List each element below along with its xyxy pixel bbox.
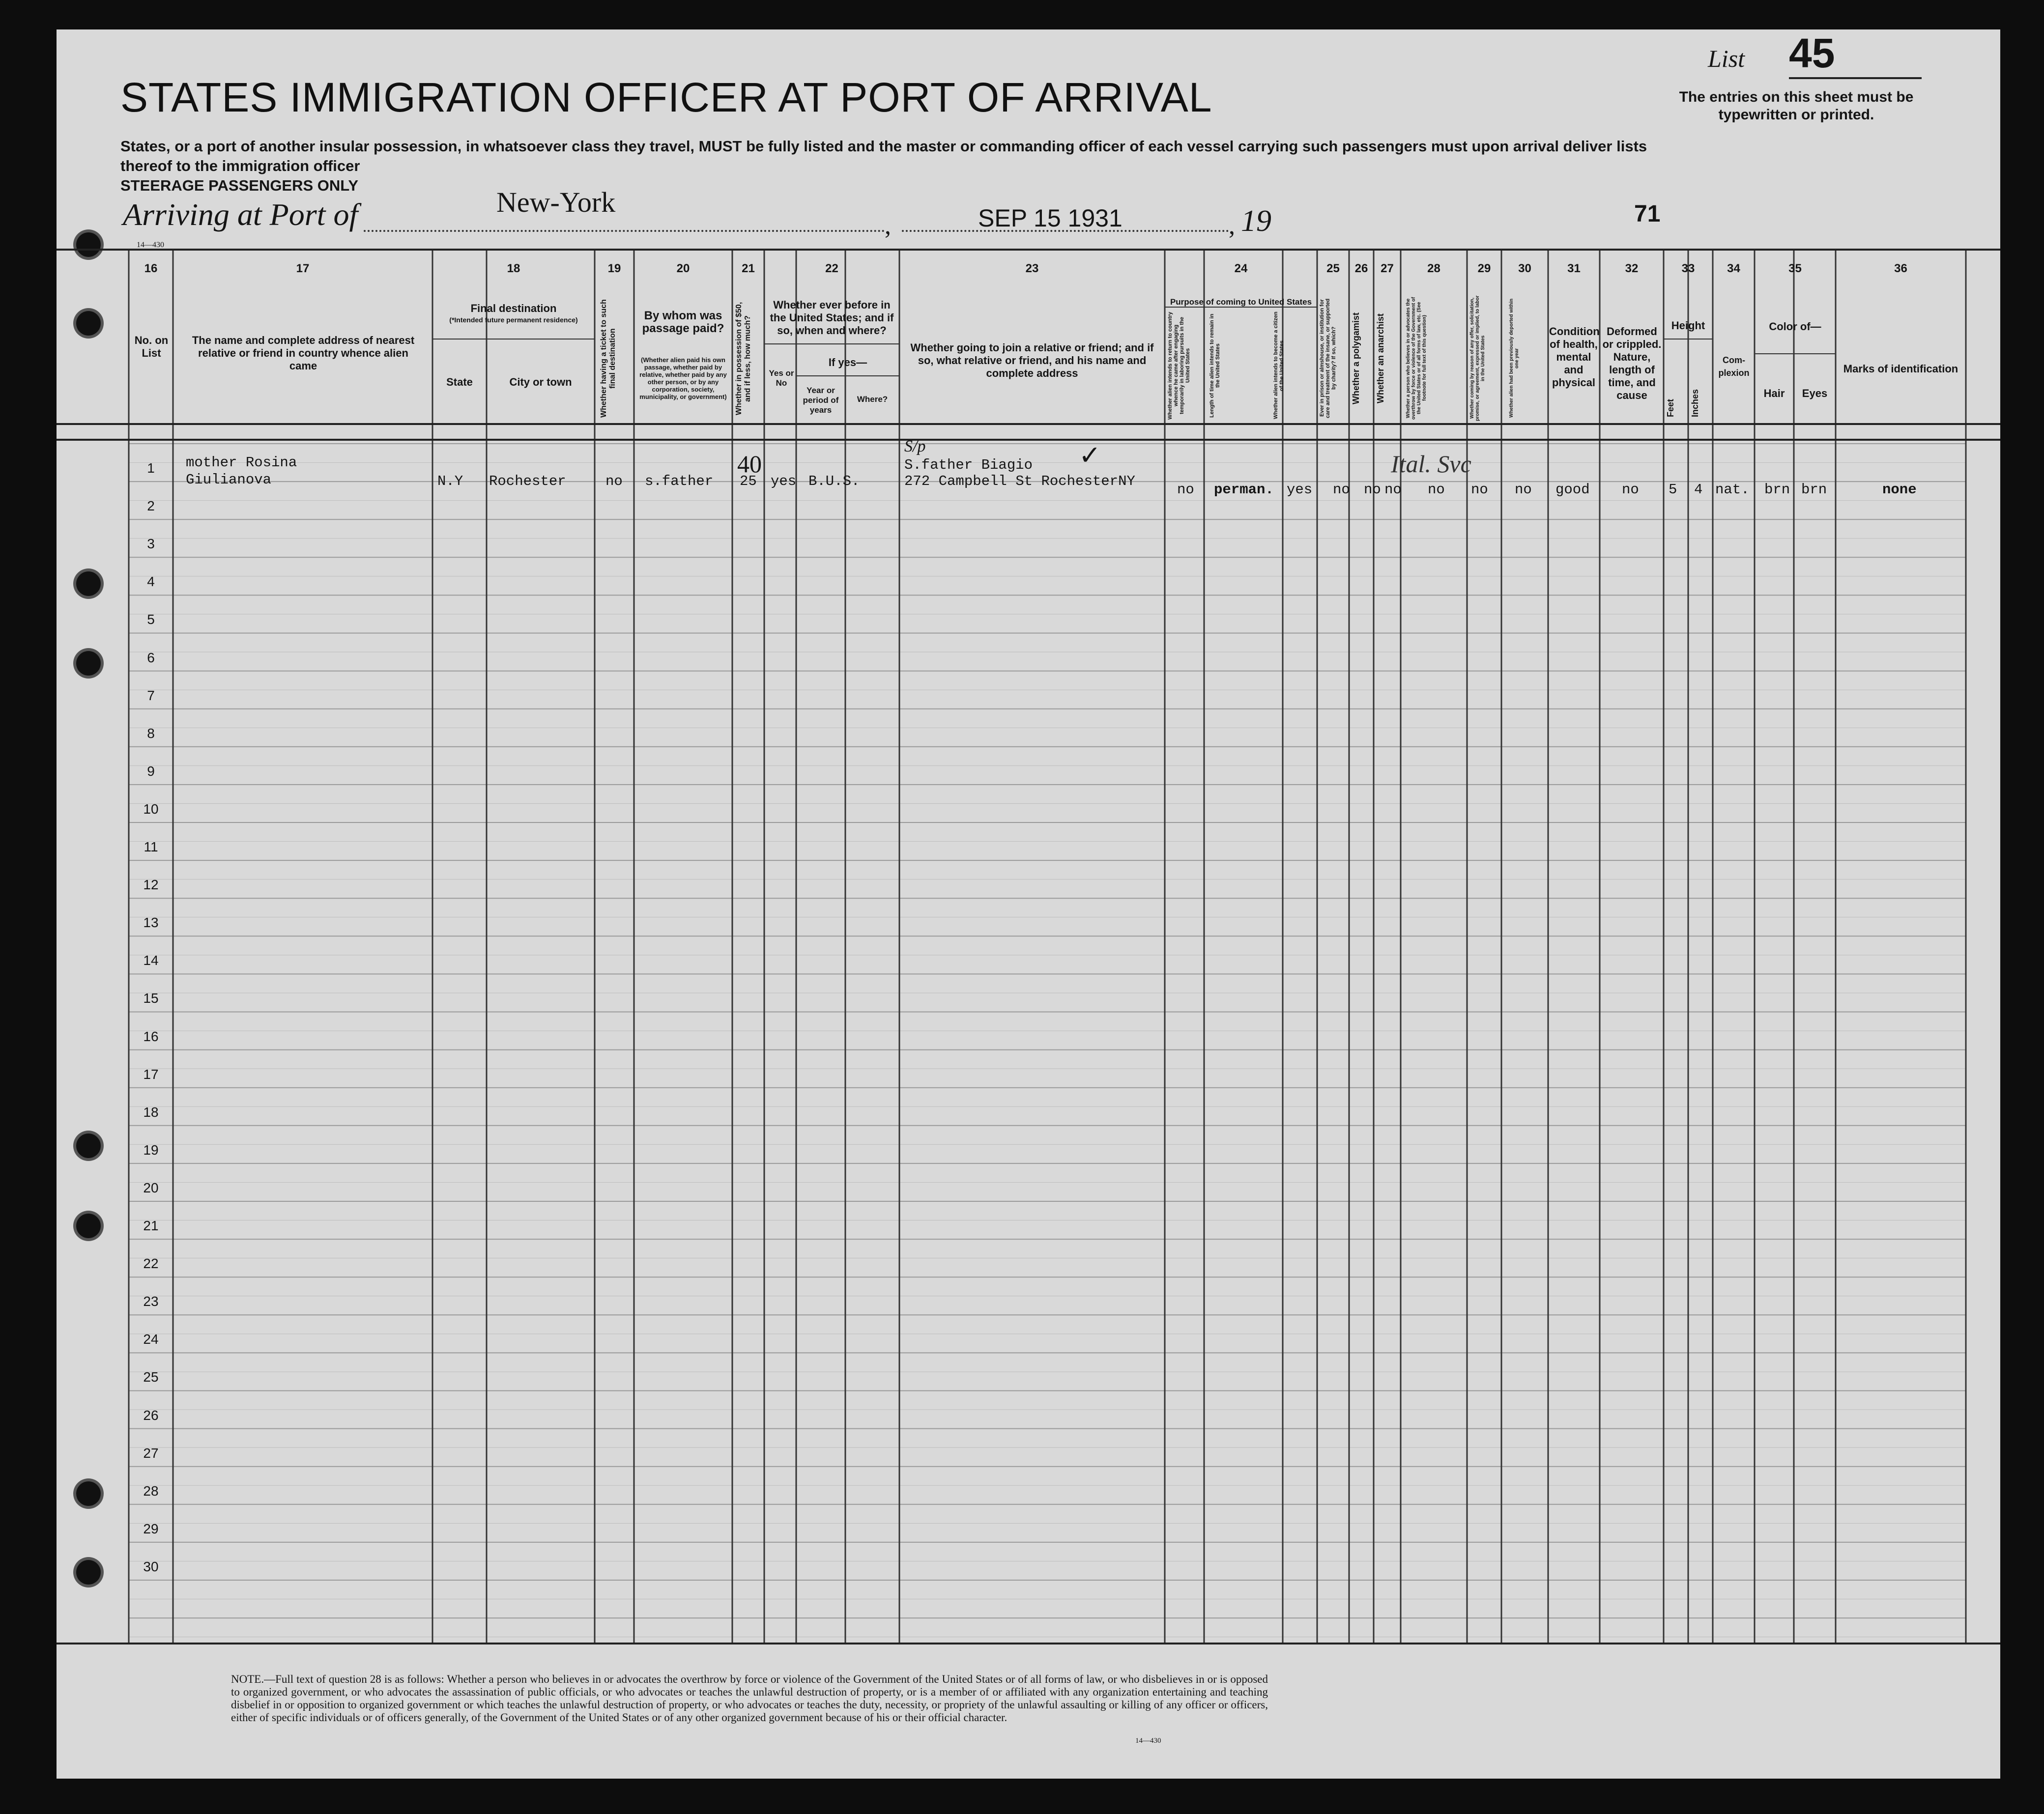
- header-state: State: [446, 376, 473, 388]
- row-number: 1: [147, 460, 155, 476]
- col-number: 35: [1788, 262, 1802, 275]
- list-number: 45: [1789, 29, 1922, 79]
- header-col29: Whether coming by reason of any offer, solicitation, promise, or agreement, expressed or implied, to labor in the United States: [1469, 295, 1486, 421]
- entry-purpose-return: no: [1177, 482, 1194, 498]
- row-number: 20: [143, 1180, 159, 1195]
- page-title: STATES IMMIGRATION OFFICER AT PORT OF ARRIVAL: [120, 74, 1212, 120]
- header-eyes: Eyes: [1802, 387, 1828, 399]
- col-number: 20: [676, 262, 690, 275]
- entry-prison: no: [1333, 482, 1350, 498]
- form-code: 14—430: [137, 241, 164, 249]
- row-number: 23: [143, 1294, 159, 1309]
- entry-city: Rochester: [489, 473, 566, 489]
- entry-before-in-us: yes: [771, 473, 797, 489]
- header-passage-paid: By whom was passage paid?: [642, 309, 724, 335]
- header-hair: Hair: [1763, 387, 1785, 399]
- col-number: 23: [1025, 262, 1039, 275]
- handwritten-note: Ital. Svc: [1391, 450, 1471, 478]
- row-number: 16: [143, 1028, 159, 1044]
- footnote: NOTE.—Full text of question 28 is as follows: Whether a person who believes in or advocates the overthrow by force or violence of the Government of the United States or of all forms of law, or who disbelieves in or is opposed to organized government, or who advocates the assassination of public officials, or who advocates or teaches the unlawful destruction of property, or is a member of or affiliated with any organization entertaining and teaching disbelief in or opposition to organized government or which teaches the unlawful destruction of property, or who advocates or teaches the duty, necessity, or propriety of the unlawful assaulting or killing of any officer or officers, either of specific individuals or of officers generally, of the Government of the United States or of any other organized government because of his or their official character.: [231, 1673, 1268, 1724]
- header-purpose-return: Whether alien intends to return to country whence he came after engaging temporarily in laboring pursuits in the United States: [1167, 312, 1191, 420]
- footnote-code: 14—430: [1135, 1737, 1161, 1745]
- entry-state: N.Y: [437, 473, 463, 489]
- entry-col28: no: [1428, 482, 1445, 498]
- entry-eyes: brn: [1801, 482, 1827, 498]
- entry-col29: no: [1471, 482, 1488, 498]
- header-final-destination: Final destination: [470, 302, 557, 314]
- entry-hair: brn: [1764, 482, 1790, 498]
- row-number: 25: [143, 1369, 159, 1385]
- row-number: 5: [147, 612, 155, 627]
- col-number: 22: [825, 262, 838, 275]
- header-no-on-list: No. on List: [134, 334, 169, 359]
- header-purpose: Purpose of coming to United States: [1170, 297, 1312, 307]
- col-number: 18: [507, 262, 520, 275]
- col-number: 29: [1477, 262, 1491, 275]
- entry-polygamist: no: [1364, 482, 1381, 498]
- row-number: 13: [143, 915, 159, 931]
- row-number: 17: [143, 1066, 159, 1082]
- row-number: 9: [147, 763, 155, 779]
- header-city: City or town: [509, 376, 572, 388]
- instructions-line: States, or a port of another insular possession, in whatsoever class they travel, MUST be fully listed and the master or commanding officer of each vessel carrying such passengers must upon arrival deliver lists thereof to the immigration officer: [120, 138, 1647, 174]
- header-ticket: Whether having a ticket to such final destination: [600, 299, 617, 418]
- entry-complexion: nat.: [1715, 482, 1750, 498]
- header-year-period: Year or period of years: [803, 386, 839, 415]
- entry-where: B.U.S.: [808, 473, 860, 489]
- entry-deformed: no: [1622, 482, 1639, 498]
- header-yes-no: Yes or No: [769, 368, 794, 388]
- entry-purpose-citizen: yes: [1287, 482, 1313, 498]
- header-money: Whether in possession of $50, and if less, how much?: [735, 302, 752, 416]
- row-number: 19: [143, 1142, 159, 1158]
- header-col28: Whether a person who believes in or advocates the overthrow by force or violence of the Government of the United States or of all forms of law, etc. (See footnote for full text of this question): [1406, 297, 1427, 420]
- row-number: 24: [143, 1332, 159, 1347]
- header-purpose-citizen: Whether alien intends to become a citizen of the United States: [1273, 312, 1285, 420]
- row-number: 22: [143, 1256, 159, 1272]
- header-feet: Feet: [1666, 398, 1675, 417]
- header-color-of: Color of—: [1769, 320, 1821, 333]
- join-line2: 272 Campbell St RochesterNY: [904, 473, 1135, 489]
- header-before-in-us: Whether ever before in the United States; and if so, when and where?: [770, 299, 894, 337]
- col-number: 17: [296, 262, 310, 275]
- col-number: 31: [1567, 262, 1581, 275]
- header-where: Where?: [857, 395, 888, 404]
- header-prison: Ever in prison or almshouse, or institution for care and treatment of the insane, or supported by charity? If so, which?: [1319, 298, 1337, 418]
- header-anarchist: Whether an anarchist: [1376, 313, 1385, 403]
- arriving-label: Arriving at Port of: [123, 197, 358, 232]
- row-number: 4: [147, 574, 155, 590]
- row-number: 26: [143, 1407, 159, 1423]
- entry-marks: none: [1882, 482, 1917, 498]
- col-number: 27: [1381, 262, 1394, 275]
- entry-feet: 5: [1669, 482, 1677, 498]
- row-number: 12: [143, 877, 159, 893]
- header-passage-paid-note: (Whether alien paid his own passage, whether paid by relative, whether paid by any other person, or by any corporation, society, municipality, or government): [639, 356, 727, 400]
- join-annotation: S/p: [904, 437, 926, 455]
- check-mark-icon: ✓: [1079, 441, 1101, 470]
- entry-purpose-length: perman.: [1214, 482, 1274, 498]
- row-number: 11: [144, 839, 158, 854]
- entry-passage-paid: s.father: [645, 473, 714, 489]
- relative-line2: Giulianova: [186, 472, 272, 488]
- entry-money: 25: [740, 473, 757, 489]
- port-value: New-York: [496, 186, 616, 218]
- entry-health: good: [1555, 482, 1590, 498]
- list-label: List: [1708, 45, 1745, 72]
- comma: ,: [885, 212, 891, 240]
- col-number: 33: [1681, 262, 1695, 275]
- row-number: 3: [147, 536, 155, 552]
- steerage-line: STEERAGE PASSENGERS ONLY: [120, 177, 359, 194]
- row-number: 8: [147, 725, 155, 741]
- col-number: 30: [1518, 262, 1531, 275]
- col-number: 21: [742, 262, 755, 275]
- comma: ,: [1229, 212, 1235, 240]
- header-col30: Whether alien had been previously deported within one year: [1509, 298, 1520, 418]
- entry-anarchist: no: [1384, 482, 1402, 498]
- relative-line1: mother Rosina: [186, 454, 297, 471]
- row-number: 15: [143, 991, 159, 1006]
- header-deformed: Deformed or crippled. Nature, length of time, and cause: [1602, 325, 1662, 401]
- header-final-destination-note: (*Intended future permanent residence): [449, 316, 578, 324]
- col-number: 34: [1727, 262, 1740, 275]
- entries-note: The entries on this sheet must be typewritten or printed.: [1679, 89, 1914, 123]
- col-number: 16: [144, 262, 158, 275]
- row-number: 14: [143, 953, 159, 968]
- row-number: 7: [147, 687, 155, 703]
- col-number: 19: [607, 262, 621, 275]
- header-inches: Inches: [1690, 389, 1700, 417]
- row-number: 27: [143, 1445, 159, 1461]
- col-number: 28: [1427, 262, 1440, 275]
- entry-ticket: no: [605, 473, 623, 489]
- header-height: Height: [1671, 319, 1705, 332]
- row-number: 18: [143, 1104, 159, 1120]
- header-purpose-length: Length of time alien intends to remain in the United States: [1209, 313, 1221, 418]
- col-number: 24: [1234, 262, 1248, 275]
- header-if-yes: If yes—: [828, 356, 867, 368]
- row-number: 21: [143, 1218, 159, 1233]
- money-annotation: 40: [737, 450, 762, 478]
- date-stamp: SEP 15 1931: [978, 204, 1123, 232]
- header-relative-address: The name and complete address of nearest relative or friend in country whence alien came: [192, 334, 415, 372]
- col-number: 26: [1354, 262, 1368, 275]
- header-join-relative: Whether going to join a relative or friend; and if so, what relative or friend, and his name and complete address: [910, 341, 1154, 379]
- header-complexion: Com-plexion: [1718, 355, 1750, 378]
- header-health: Condition of health, mental and physical: [1549, 325, 1600, 389]
- header-marks: Marks of identification: [1843, 363, 1958, 375]
- col-number: 36: [1894, 262, 1907, 275]
- col-number: 25: [1326, 262, 1340, 275]
- col-number: 32: [1625, 262, 1639, 275]
- join-line1: S.father Biagio: [904, 457, 1033, 473]
- entry-col30: no: [1515, 482, 1532, 498]
- entry-inches: 4: [1694, 482, 1703, 498]
- row-number: 6: [147, 650, 155, 665]
- row-number: 28: [143, 1483, 159, 1499]
- row-number: 2: [147, 498, 155, 514]
- row-number: 30: [143, 1559, 159, 1574]
- header-polygamist: Whether a polygamist: [1351, 312, 1361, 404]
- year-prefix: 19: [1241, 204, 1271, 238]
- row-number: 10: [143, 801, 159, 817]
- row-number: 29: [143, 1521, 159, 1536]
- page-number: 71: [1634, 201, 1661, 227]
